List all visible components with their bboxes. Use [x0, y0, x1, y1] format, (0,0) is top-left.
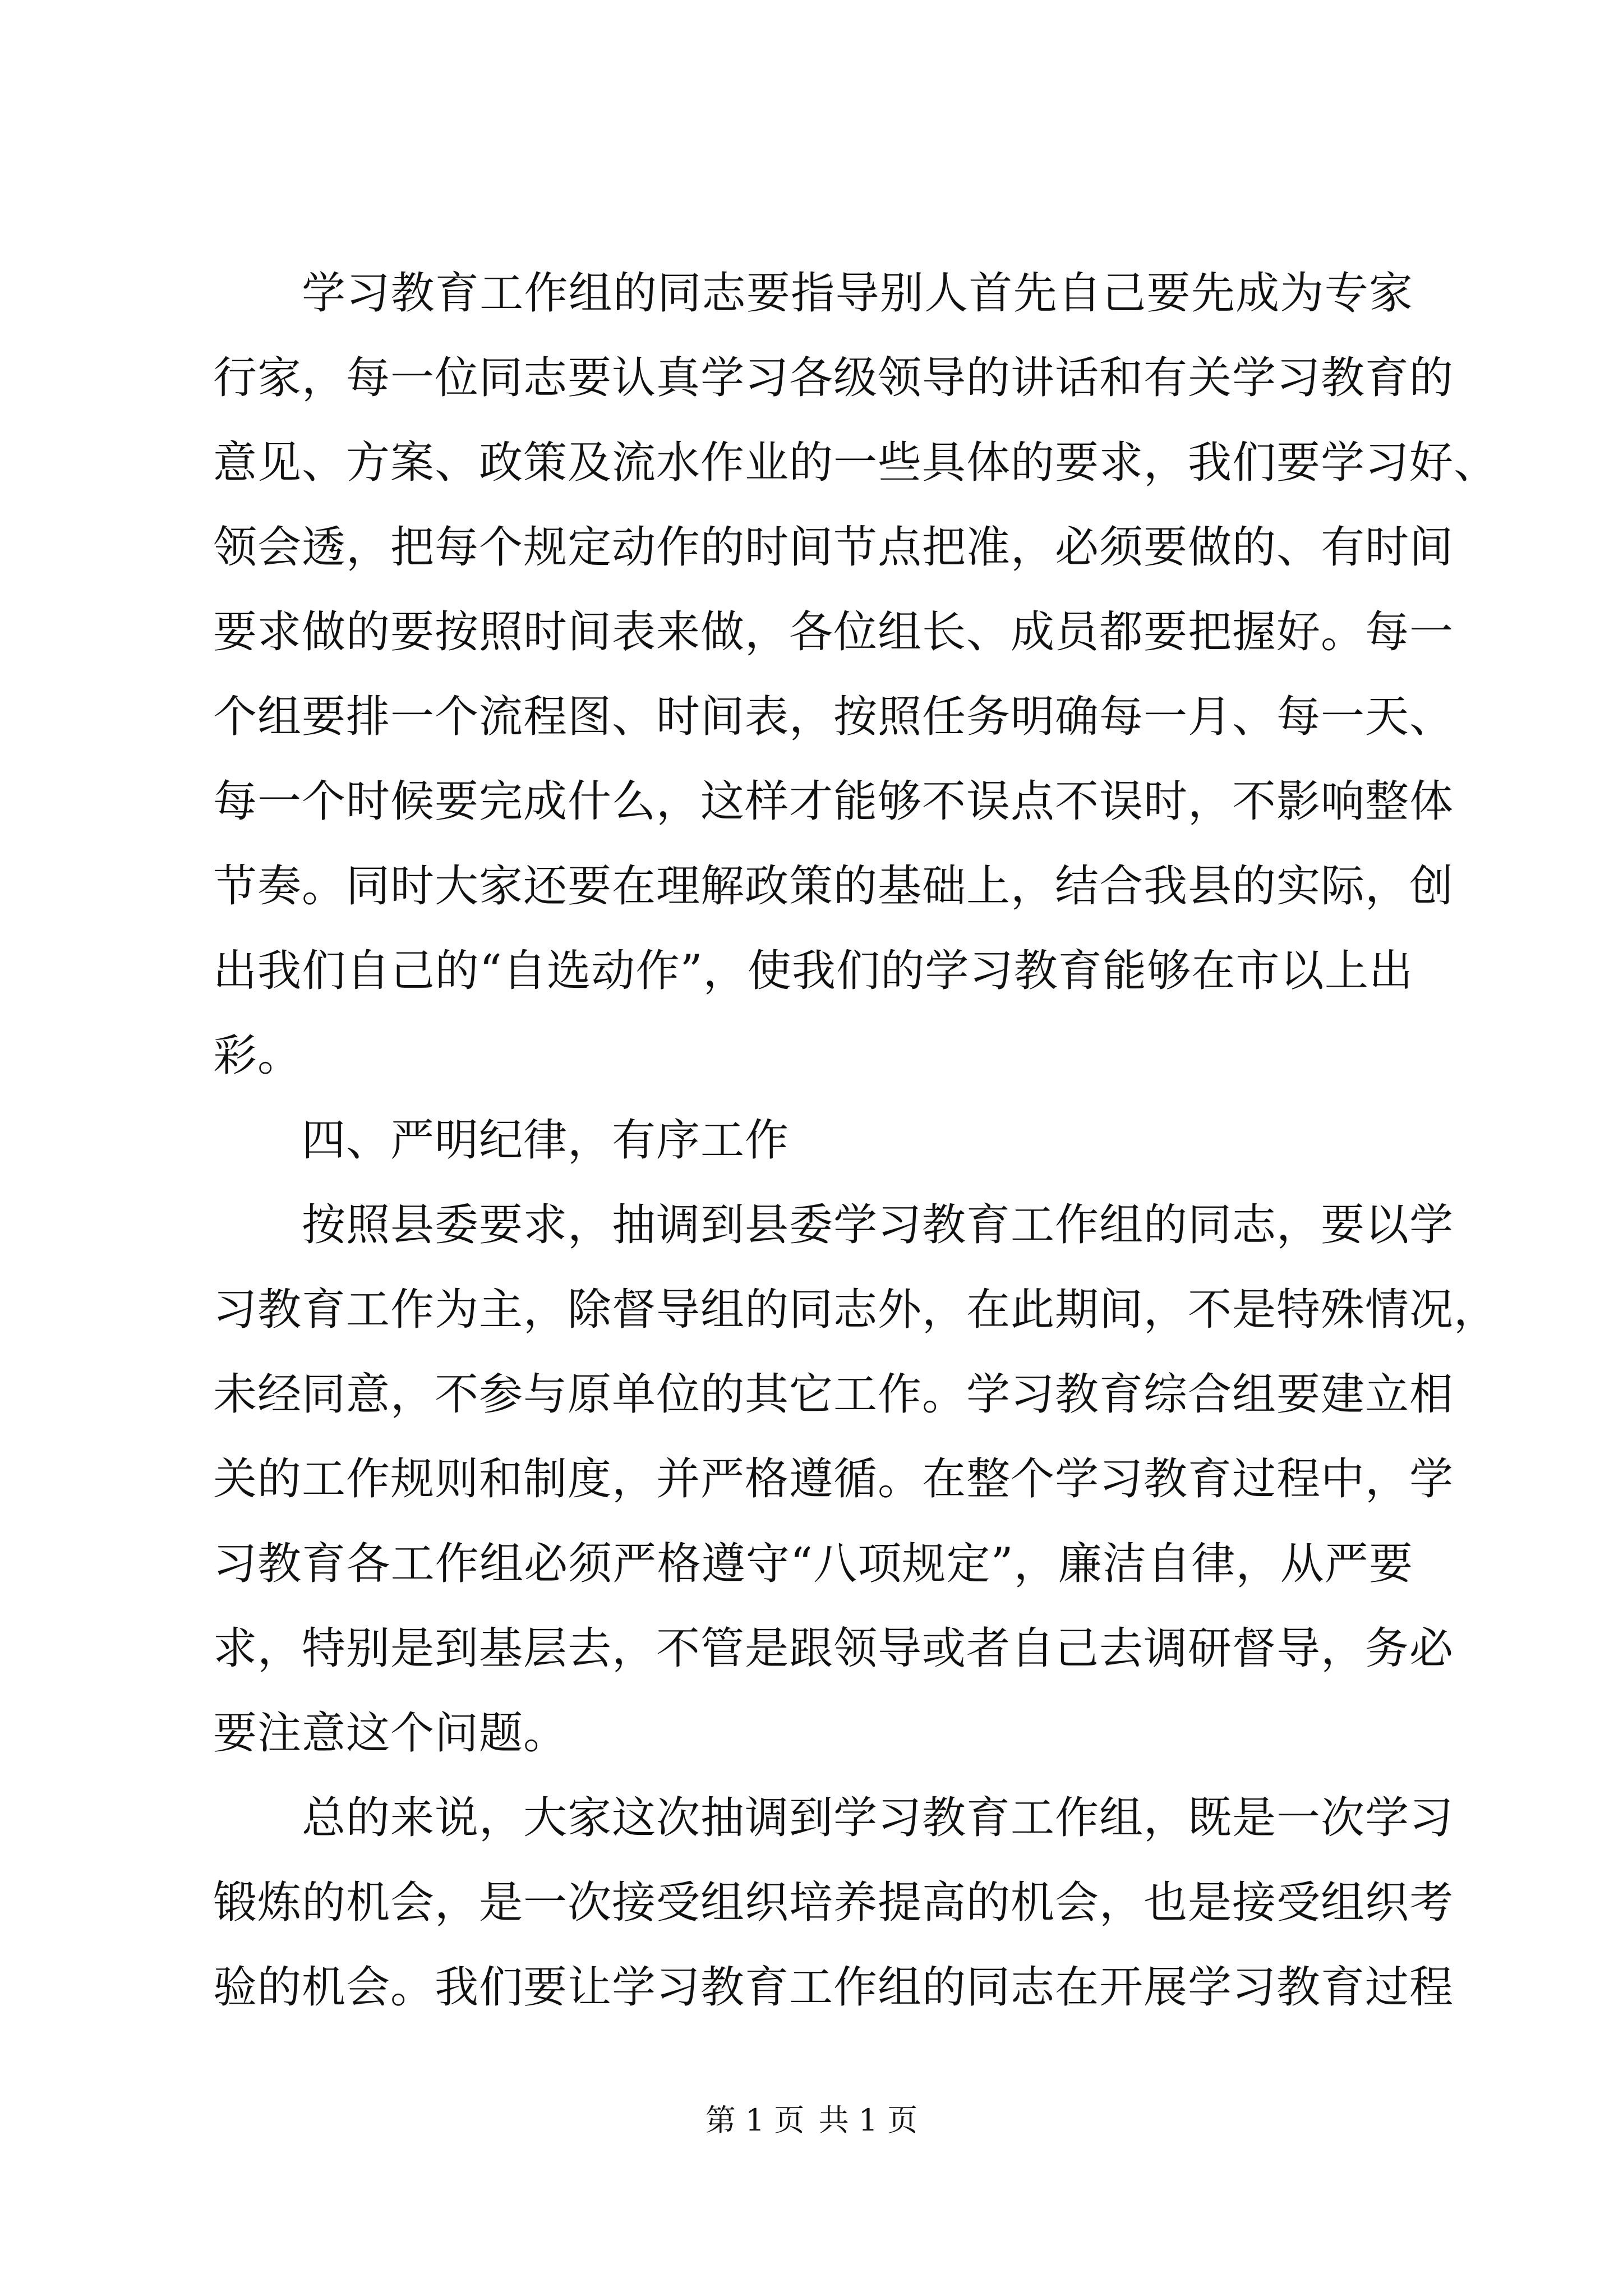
- paragraph-line: 意见、方案、政策及流水作业的一些具体的要求，我们要学习好、: [213, 438, 1498, 488]
- paragraph-line: 行家，每一位同志要认真学习各级领导的讲话和有关学习教育的: [213, 353, 1454, 403]
- paragraph-line: 要求做的要按照时间表来做，各位组长、成员都要把握好。每一: [213, 607, 1454, 657]
- paragraph-line: 节奏。同时大家还要在理解政策的基础上，结合我县的实际，创: [213, 861, 1454, 912]
- page-footer: [0, 2101, 1623, 2140]
- paragraph-line: 锻炼的机会，是一次接受组织培养提高的机会，也是接受组织考: [213, 1878, 1454, 1928]
- paragraph-line: 习教育工作为主，除督导组的同志外，在此期间，不是特殊情况，: [213, 1285, 1498, 1335]
- paragraph-line: 按照县委要求，抽调到县委学习教育工作组的同志，要以学: [302, 1200, 1454, 1250]
- document-body: [213, 251, 1498, 2030]
- paragraph-line: 求，特别是到基层去，不管是跟领导或者自己去调研督导，务必: [213, 1623, 1454, 1674]
- paragraph-line: 验的机会。我们要让学习教育工作组的同志在开展学习教育过程: [213, 1962, 1454, 2013]
- paragraph-line: 彩。: [213, 1030, 302, 1081]
- paragraph-line: 关的工作规则和制度，并严格遵循。在整个学习教育过程中，学: [213, 1454, 1454, 1504]
- section-heading: 四、严明纪律，有序工作: [302, 1115, 790, 1166]
- paragraph-line: 要注意这个问题。: [213, 1708, 568, 1759]
- paragraph-line: 未经同意，不参与原单位的其它工作。学习教育综合组要建立相: [213, 1369, 1454, 1420]
- paragraph-line: 领会透，把每个规定动作的时间节点把准，必须要做的、有时间: [213, 522, 1454, 573]
- paragraph-line: 学习教育工作组的同志要指导别人首先自己要先成为专家: [302, 268, 1413, 319]
- paragraph-line: 总的来说，大家这次抽调到学习教育工作组，既是一次学习: [302, 1793, 1454, 1843]
- paragraph-line: 每一个时候要完成什么，这样才能够不误点不误时，不影响整体: [213, 776, 1454, 827]
- paragraph-line: 出我们自己的“自选动作”，使我们的学习教育能够在市以上出: [213, 946, 1413, 996]
- paragraph-line: 习教育各工作组必须严格遵守“八项规定”，廉洁自律，从严要: [213, 1539, 1413, 1589]
- page-number: 第 1 页: [705, 2102, 805, 2138]
- page-total: 共 1 页: [818, 2102, 918, 2138]
- paragraph-line: 个组要排一个流程图、时间表，按照任务明确每一月、每一天、: [213, 692, 1454, 742]
